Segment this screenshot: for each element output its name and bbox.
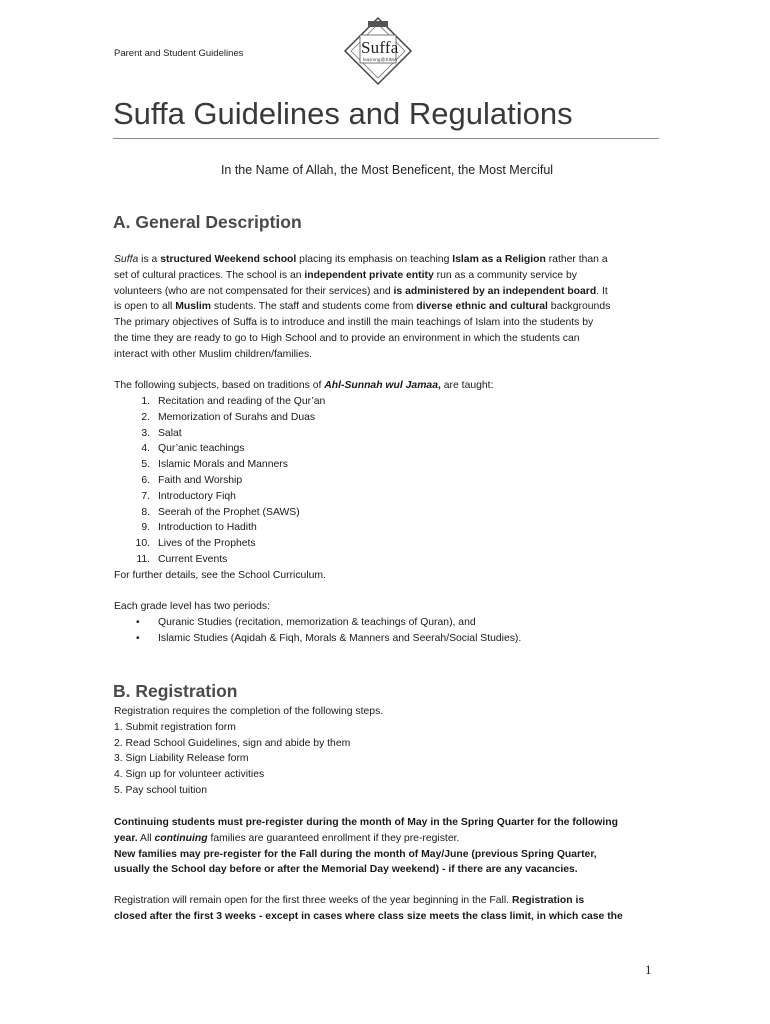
- new-families-line-1: New families may pre-register for the Fall during the month of May/June (previous Spring Quarter,: [114, 848, 597, 860]
- list-item: 5. Pay school tuition: [114, 784, 207, 796]
- para-line-6: the time they are ready to go to High School and to provide an environment in which the students can: [114, 332, 580, 344]
- registration-steps: [114, 704, 674, 799]
- para-line-1: Suffa is a structured Weekend school placing its emphasis on teaching Islam as a Religion rather than a: [114, 254, 608, 265]
- open-line-1: Registration will remain open for the first three weeks of the year beginning in the Fall. Registration is: [114, 895, 585, 906]
- para-line-5: The primary objectives of Suffa is to introduce and instill the main teachings of Islam into the students by: [114, 317, 594, 329]
- para-line-2: set of cultural practices. The school is an independent private entity run as a community service by: [114, 269, 577, 281]
- bullet-icon: •: [136, 632, 140, 644]
- list-item: 8. Seerah of the Prophet (SAWS): [141, 506, 300, 518]
- open-line-2: closed after the first 3 weeks - except in cases where class size meets the class limit, in which case the: [114, 910, 623, 922]
- further-details: For further details, see the School Curriculum.: [114, 570, 326, 581]
- registration-intro: Registration requires the completion of the following steps.: [114, 706, 384, 717]
- list-item: 7. Introductory Fiqh: [141, 490, 236, 502]
- list-item: 10. Lives of the Prophets: [135, 538, 256, 550]
- section-a-heading: A. General Description: [113, 212, 302, 232]
- list-item: 5. Islamic Morals and Manners: [141, 459, 288, 471]
- periods-intro: Each grade level has two periods:: [114, 601, 270, 612]
- para-line-3: volunteers (who are not compensated for their services) and is administered by an independent board. It: [114, 285, 608, 297]
- periods-list: [114, 615, 614, 647]
- new-families-line-2: usually the School day before or after the Memorial Day weekend) - if there are any vacancies.: [114, 864, 578, 876]
- list-item: 2. Memorization of Surahs and Duas: [141, 411, 316, 423]
- registration-window-paragraph: [114, 893, 674, 925]
- list-item: 11. Current Events: [136, 553, 228, 565]
- bismillah-subtitle: In the Name of Allah, the Most Beneficent, the Most Merciful: [220, 163, 554, 177]
- list-item: 4. Qur’anic teachings: [141, 443, 245, 455]
- continuing-line-2: year. All continuing families are guaranteed enrollment if they pre-register.: [114, 832, 460, 844]
- logo-subtext: learning@SIMA: [363, 57, 398, 62]
- bullet-icon: •: [136, 617, 140, 628]
- section-b-heading: B. Registration: [113, 681, 238, 701]
- list-item: 6. Faith and Worship: [141, 474, 243, 486]
- subjects-intro: The following subjects, based on traditions of Ahl-Sunnah wul Jamaa, are taught:: [114, 380, 494, 391]
- para-line-7: interact with other Muslim children/families.: [114, 348, 313, 360]
- page-number: 1: [645, 962, 652, 977]
- preregistration-paragraph: [114, 815, 674, 878]
- list-item: 3. Sign Liability Release form: [114, 753, 249, 765]
- para-line-4: is open to all Muslim students. The staff and students come from diverse ethnic and cultural backgrounds: [114, 301, 611, 313]
- title-divider: [113, 138, 659, 139]
- list-item: 4. Sign up for volunteer activities: [114, 769, 265, 781]
- document-title: Suffa Guidelines and Regulations: [113, 96, 573, 131]
- subjects-list: [114, 394, 514, 568]
- continuing-line-1: Continuing students must pre-register during the month of May in the Spring Quarter for the following: [114, 817, 618, 828]
- general-description-paragraph: [114, 252, 674, 363]
- logo-wordmark: Suffa: [361, 38, 399, 57]
- list-item: 9. Introduction to Hadith: [141, 522, 257, 534]
- list-item: 3. Salat: [141, 427, 182, 439]
- running-header: Parent and Student Guidelines: [114, 48, 244, 59]
- list-item: • Islamic Studies (Aqidah & Fiqh, Morals & Manners and Seerah/Social Studies).: [114, 631, 614, 647]
- list-item: 1. Submit registration form: [114, 721, 236, 733]
- list-item: 1. Recitation and reading of the Qur’an: [141, 396, 326, 407]
- list-item: • Quranic Studies (recitation, memorization & teachings of Quran), and: [114, 615, 614, 631]
- list-item: 2. Read School Guidelines, sign and abide by them: [114, 737, 351, 749]
